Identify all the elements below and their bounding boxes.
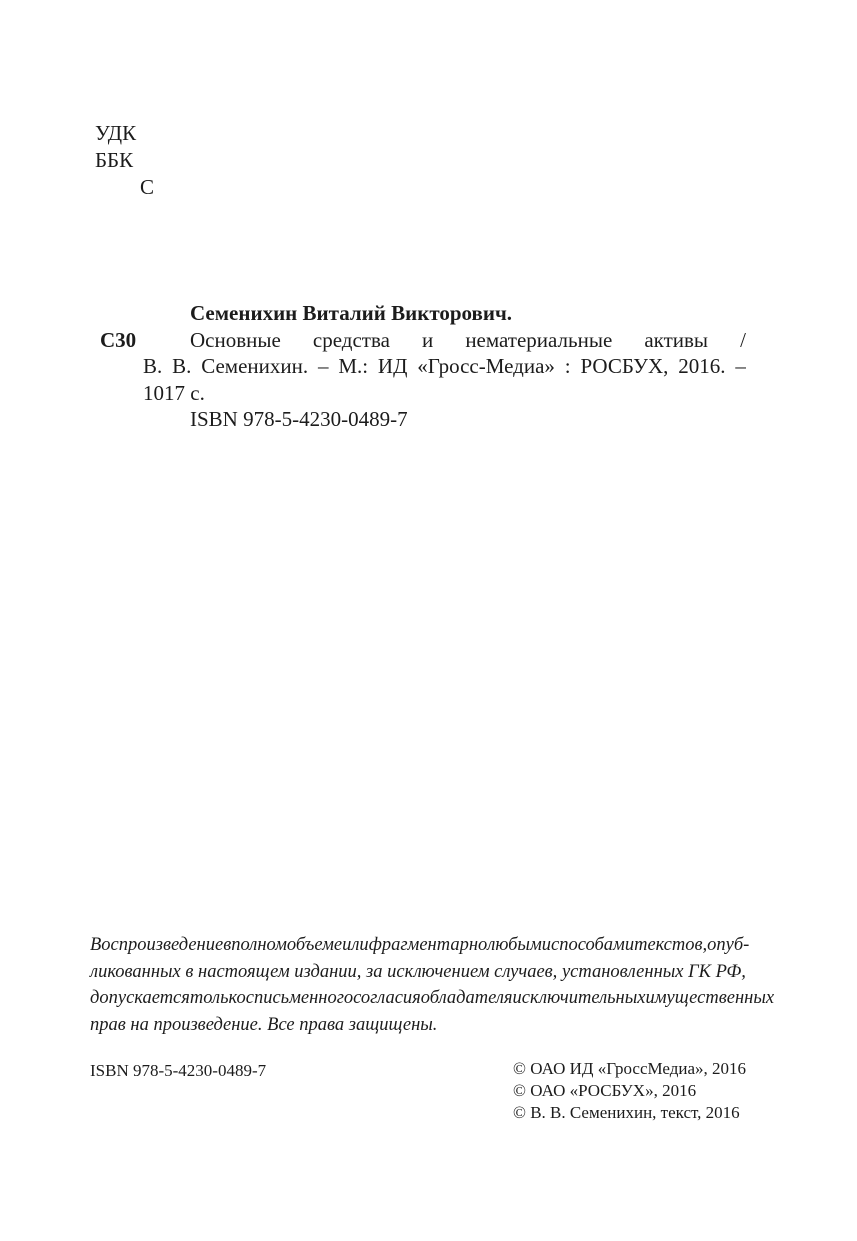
legal-notice-line: ликованных в настоящем издании, за исключением случаев, установленных ГК РФ,: [90, 961, 746, 982]
copyright-line: © ОАО «РОСБУХ», 2016: [513, 1081, 697, 1100]
legal-notice-line: Воспроизведение в полном объеме или фрагментарно любыми способами текстов, опуб-: [90, 935, 750, 955]
footer-isbn: ISBN 978-5-4230-0489-7: [90, 1061, 267, 1080]
footer: [90, 1058, 746, 1124]
isbn-line: ISBN 978-5-4230-0489-7: [190, 407, 408, 431]
udk-code: УДК: [95, 121, 137, 145]
catalog-card: [143, 300, 746, 433]
copyright-line: © В. В. Семенихин, текст, 2016: [513, 1103, 740, 1122]
copyright-line: © ОАО ИД «ГроссМедиа», 2016: [513, 1059, 746, 1078]
catalog-index-code: С30: [100, 328, 137, 352]
legal-notice-line: допускается только с письменного согласия обладателя исключительных имущественных: [90, 988, 775, 1008]
copyright-block: [513, 1058, 746, 1124]
pages-line: 1017 с.: [143, 380, 205, 405]
imprint-line: В. В. Семенихин. – М.: ИД «Гросс-Медиа» : РОСБУХ, 2016. –: [143, 354, 746, 378]
bbk-code: ББК: [95, 148, 134, 172]
legal-notice: [90, 932, 775, 1038]
legal-notice-line: прав на произведение. Все права защищены.: [90, 1014, 438, 1035]
author-name: Семенихин Виталий Викторович.: [190, 301, 513, 325]
bibliographic-codes: [95, 120, 154, 201]
c-code: С: [140, 175, 155, 199]
title-line: Основные средства и нематериальные активы /: [190, 327, 746, 352]
